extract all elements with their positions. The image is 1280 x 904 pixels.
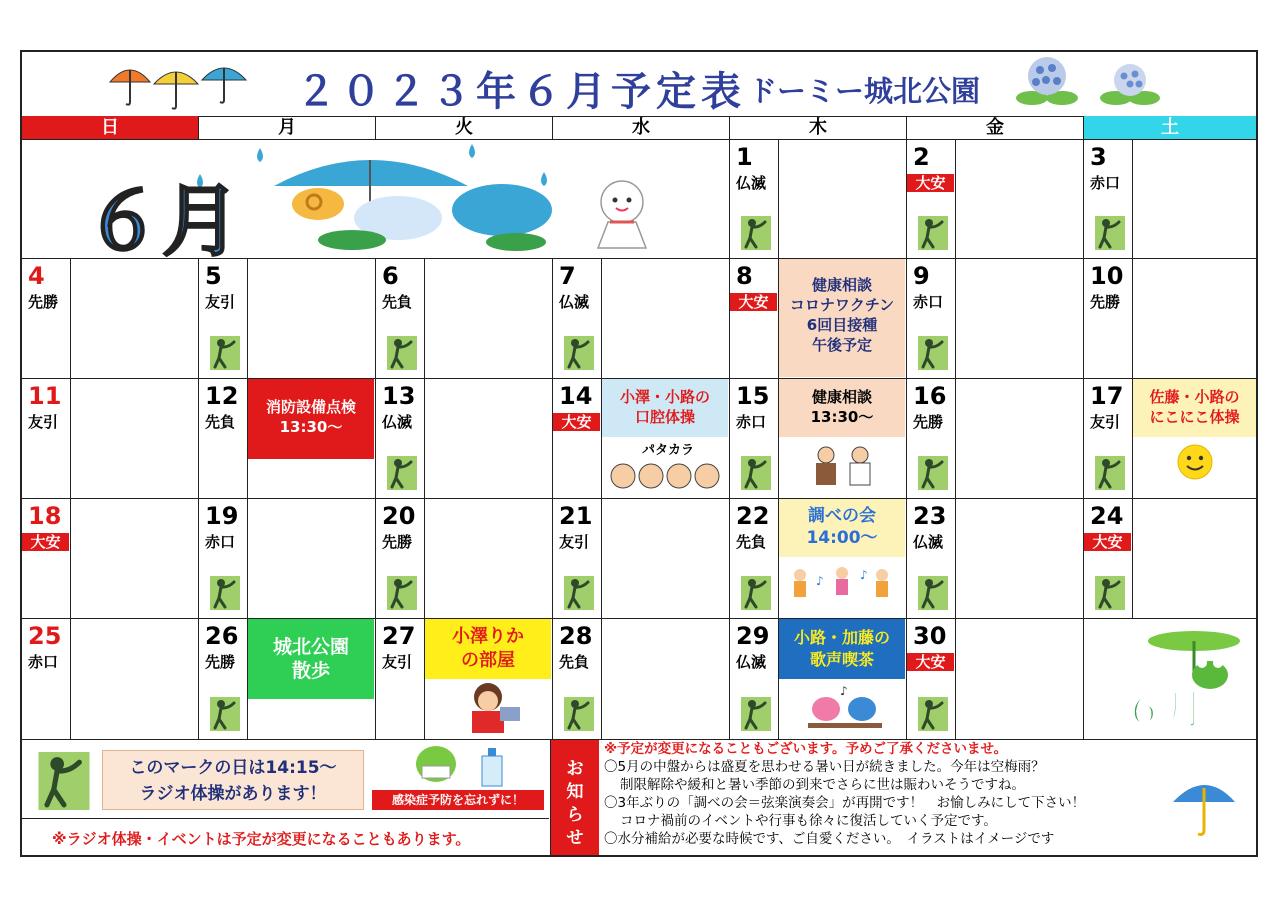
exercise-mark-icon <box>741 697 771 731</box>
day-number: 23 <box>913 502 947 530</box>
day-cell-18 <box>22 499 199 619</box>
day-number: 28 <box>559 622 593 650</box>
day-number: 16 <box>913 382 947 410</box>
day-number: 7 <box>559 262 576 290</box>
svg-text:♪: ♪ <box>816 574 824 588</box>
umbrella-icon <box>202 68 246 103</box>
legend-line: このマークの日は14:15～ <box>129 758 337 778</box>
day-number: 6 <box>382 262 399 290</box>
sanitizer-bottle-icon <box>482 748 502 786</box>
musicians-illustration <box>782 563 902 607</box>
umbrella-icon <box>110 70 150 105</box>
day-cell-22 <box>730 499 907 619</box>
corner-month-label: ６月 <box>1124 687 1204 733</box>
event-health-consultation <box>779 379 905 437</box>
notice-label <box>551 740 599 855</box>
rokuyo-label: 仏滅 <box>736 653 767 671</box>
day-cell-21 <box>553 499 730 619</box>
event-line: 13:30～ <box>810 408 874 426</box>
day-cell-28 <box>553 619 730 740</box>
day-cell-13 <box>376 379 553 499</box>
notice-label-char: お <box>566 759 584 779</box>
day-number: 29 <box>736 622 770 650</box>
rokuyo-label: 赤口 <box>205 533 236 551</box>
event-line: 14:00～ <box>806 528 878 548</box>
exercise-mark-icon <box>1095 576 1125 610</box>
exercise-mark-icon <box>918 456 948 490</box>
event-line: 消防設備点検 <box>265 398 356 416</box>
exercise-mark-icon <box>741 216 771 250</box>
weekday-sunday: 日 <box>22 116 199 140</box>
weekday-header-row <box>22 116 1256 140</box>
rokuyo-label: 友引 <box>559 533 590 551</box>
exercise-mark-icon <box>387 576 417 610</box>
rokuyo-label: 先勝 <box>205 653 236 671</box>
event-line: 小澤りか <box>452 626 524 647</box>
rokuyo-label: 大安 <box>1084 533 1131 551</box>
svg-text:♪: ♪ <box>840 684 848 698</box>
day-number: 12 <box>205 382 239 410</box>
hand-sanitizer-frog-illustration <box>402 740 522 790</box>
day-number: 10 <box>1090 262 1124 290</box>
day-cell-12 <box>199 379 376 499</box>
svg-text:♪: ♪ <box>860 568 868 582</box>
month-art-cell <box>22 140 730 259</box>
day-cell-30 <box>907 619 1084 740</box>
exercise-mark-icon <box>210 576 240 610</box>
exercise-mark-icon <box>741 576 771 610</box>
day-cell-8 <box>730 259 907 379</box>
day-cell-1 <box>730 140 907 259</box>
day-number: 30 <box>913 622 947 650</box>
hydrangea-illustration <box>1012 54 1182 110</box>
teru-teru-bozu-icon <box>598 181 646 248</box>
day-cell-20 <box>376 499 553 619</box>
day-cell-23 <box>907 499 1084 619</box>
day-cell-3 <box>1084 140 1256 259</box>
exercise-mark-icon <box>741 456 771 490</box>
day-cell-25 <box>22 619 199 740</box>
event-line: 小澤・小路の <box>619 388 710 406</box>
pataka-caption: パタカラ <box>641 443 694 458</box>
rokuyo-label: 仏滅 <box>736 174 767 192</box>
day-number: 19 <box>205 502 239 530</box>
event-line: 6回目接種 <box>806 316 878 334</box>
faces-illustration <box>609 461 721 491</box>
day-number: 9 <box>913 262 930 290</box>
frog-month-illustration <box>1084 619 1254 737</box>
rokuyo-label: 仏滅 <box>382 413 413 431</box>
day-number: 4 <box>28 262 45 290</box>
rokuyo-label: 先勝 <box>28 293 59 311</box>
day-number: 22 <box>736 502 770 530</box>
snail-icon <box>292 188 344 220</box>
weekday-tuesday: 火 <box>376 116 553 140</box>
day-cell-29 <box>730 619 907 740</box>
rokuyo-label: 大安 <box>907 174 954 192</box>
rokuyo-label: 先負 <box>205 413 236 431</box>
infection-prevention-label: 感染症予防を忘れずに！ <box>372 790 544 810</box>
schedule-change-note: ※ラジオ体操・イベントは予定が変更になることもあります。 <box>52 830 471 848</box>
rokuyo-label: 先勝 <box>382 533 413 551</box>
exercise-mark-icon <box>918 576 948 610</box>
event-line: 歌声喫茶 <box>809 650 874 669</box>
doctor-consultation-illustration <box>808 445 878 489</box>
event-rika-room <box>425 619 551 679</box>
day-cell-9 <box>907 259 1084 379</box>
event-line: 城北公園 <box>272 636 349 658</box>
notice-line: コロナ禍前のイベントや行事も徐々に復活していく予定です。 <box>620 813 997 829</box>
singing-birds-illustration <box>800 683 890 733</box>
girl-reading-illustration <box>454 681 524 735</box>
day-number: 3 <box>1090 143 1107 171</box>
rokuyo-label: 赤口 <box>913 293 944 311</box>
event-line: 13:30～ <box>279 418 343 436</box>
notice-area <box>599 740 1256 855</box>
notice-label-char: 知 <box>566 782 584 802</box>
exercise-mark-icon <box>1095 456 1125 490</box>
rokuyo-label: 先負 <box>559 653 590 671</box>
exercise-mark-explanation <box>102 750 364 810</box>
rokuyo-label: 先負 <box>736 533 767 551</box>
day-number: 11 <box>28 382 62 410</box>
calendar-sheet <box>20 50 1258 857</box>
month-number-art: ６月 <box>84 177 241 257</box>
exercise-mark-icon <box>918 336 948 370</box>
weekday-monday: 月 <box>199 116 376 140</box>
notice-line: 〇5月の中盤からは盛夏を思わせる暑い日が続きました。今年は空梅雨？ <box>604 759 1045 775</box>
event-line: 小路・加藤の <box>793 628 890 647</box>
event-line: にこにこ体操 <box>1149 408 1240 426</box>
frog-icon <box>1192 658 1228 689</box>
day-cell-6 <box>376 259 553 379</box>
corner-art-cell <box>1084 619 1256 740</box>
exercise-mark-icon <box>564 336 594 370</box>
event-line: 健康相談 <box>811 388 872 406</box>
day-number: 8 <box>736 262 753 290</box>
event-line: 午後予定 <box>811 336 872 354</box>
day-number: 2 <box>913 143 930 171</box>
day-number: 5 <box>205 262 222 290</box>
notice-label-char: せ <box>566 828 584 848</box>
day-number: 13 <box>382 382 416 410</box>
rokuyo-label: 友引 <box>1090 413 1121 431</box>
day-cell-2 <box>907 140 1084 259</box>
day-number: 26 <box>205 622 239 650</box>
legend-line: ラジオ体操があります！ <box>139 784 327 804</box>
day-number: 18 <box>28 502 62 530</box>
event-park-walk <box>248 619 374 699</box>
exercise-mark-icon <box>564 576 594 610</box>
event-line: 佐藤・小路の <box>1149 388 1240 406</box>
rokuyo-label: 大安 <box>907 653 954 671</box>
weekday-wednesday: 水 <box>553 116 730 140</box>
exercise-mark-icon <box>210 697 240 731</box>
notice-line: ※予定が変更になることもございます。予めご了承くださいませ。 <box>604 741 1008 757</box>
day-cell-27 <box>376 619 553 740</box>
notice-line: 制限解除や緩和と暑い季節の到来でさらに世は賑わいそうですね。 <box>620 777 1025 793</box>
exercise-mark-icon <box>210 336 240 370</box>
hydrangea-icon <box>1016 57 1078 105</box>
exercise-mark-icon <box>564 697 594 731</box>
weekday-thursday: 木 <box>730 116 907 140</box>
facility-name: ドーミー城北公園 <box>748 74 981 108</box>
event-line: 散歩 <box>291 660 330 682</box>
smiley-icon <box>1176 443 1214 481</box>
notice-label-char: ら <box>566 805 584 825</box>
day-cell-26 <box>199 619 376 740</box>
event-line: 口腔体操 <box>634 408 695 426</box>
legend-area <box>22 740 551 855</box>
day-cell-24 <box>1084 499 1256 619</box>
day-number: 27 <box>382 622 416 650</box>
page-title: ２０２３年６月予定表 <box>296 69 746 115</box>
exercise-mark-icon <box>918 216 948 250</box>
event-smile-exercise <box>1133 379 1256 437</box>
rokuyo-label: 仏滅 <box>913 533 944 551</box>
event-line: 調べの会 <box>808 506 876 526</box>
day-number: 17 <box>1090 382 1124 410</box>
day-cell-7 <box>553 259 730 379</box>
rokuyo-label: 赤口 <box>1090 174 1121 192</box>
event-singing-cafe <box>779 619 905 679</box>
rokuyo-label: 友引 <box>28 413 59 431</box>
title-row <box>22 52 1256 117</box>
event-health-consultation-vaccine <box>779 259 905 377</box>
rokuyo-label: 赤口 <box>736 413 767 431</box>
rainy-season-illustration <box>22 140 728 257</box>
day-number: 25 <box>28 622 62 650</box>
weekday-friday: 金 <box>907 116 1084 140</box>
event-line: 健康相談 <box>811 276 872 294</box>
day-cell-17 <box>1084 379 1256 499</box>
notice-line: 〇水分補給が必要な時候です、ご自愛ください。 イラストはイメージです <box>604 831 1055 847</box>
day-cell-14 <box>553 379 730 499</box>
event-line: の部屋 <box>461 650 515 671</box>
day-number: 14 <box>559 382 593 410</box>
rokuyo-label: 先負 <box>382 293 413 311</box>
day-cell-10 <box>1084 259 1256 379</box>
umbrella-icon <box>154 72 198 109</box>
day-cell-16 <box>907 379 1084 499</box>
month-label-art <box>84 177 240 257</box>
exercise-mark-icon <box>34 752 94 810</box>
day-number: 15 <box>736 382 770 410</box>
rokuyo-label: 友引 <box>382 653 413 671</box>
event-fire-equipment-inspection <box>248 379 374 459</box>
rokuyo-label: 大安 <box>730 293 777 311</box>
notice-line: 〇3年ぶりの「調べの会＝弦楽演奏会」が再開です！ お愉しみにして下さい！ <box>604 795 1086 811</box>
rokuyo-label: 大安 <box>553 413 600 431</box>
legend-divider <box>22 818 549 819</box>
rokuyo-label: 仏滅 <box>559 293 590 311</box>
day-number: 20 <box>382 502 416 530</box>
day-cell-4 <box>22 259 199 379</box>
umbrella-icon <box>1169 768 1239 840</box>
exercise-mark-icon <box>918 697 948 731</box>
day-number: 1 <box>736 143 753 171</box>
umbrellas-illustration <box>106 58 256 112</box>
exercise-mark-icon <box>387 336 417 370</box>
rokuyo-label: 先勝 <box>913 413 944 431</box>
event-line: コロナワクチン <box>789 296 895 314</box>
event-oral-exercise <box>602 379 728 437</box>
frog-icon <box>416 746 456 782</box>
exercise-mark-icon <box>387 456 417 490</box>
rokuyo-label: 友引 <box>205 293 236 311</box>
day-cell-19 <box>199 499 376 619</box>
day-cell-11 <box>22 379 199 499</box>
rokuyo-label: 大安 <box>22 533 69 551</box>
event-string-concert <box>779 499 905 557</box>
day-number: 24 <box>1090 502 1124 530</box>
rokuyo-label: 赤口 <box>28 653 59 671</box>
hydrangea-icon <box>318 184 552 251</box>
rokuyo-label: 先勝 <box>1090 293 1121 311</box>
weekday-saturday: 土 <box>1084 116 1256 140</box>
day-number: 21 <box>559 502 593 530</box>
day-cell-5 <box>199 259 376 379</box>
exercise-mark-icon <box>1095 216 1125 250</box>
day-cell-15 <box>730 379 907 499</box>
hydrangea-icon <box>1100 64 1160 105</box>
